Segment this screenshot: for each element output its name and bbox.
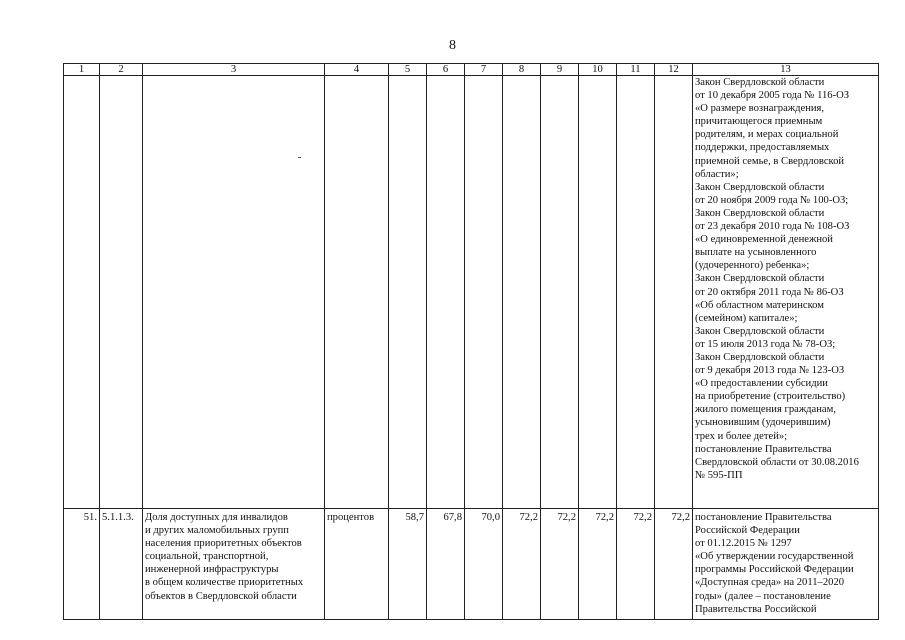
text-line: объектов в Свердловской области [145, 590, 297, 602]
text-line: Правительства Российской [695, 603, 817, 615]
header-cell: 13 [693, 64, 879, 76]
table-cell [64, 76, 100, 509]
scan-mark [298, 157, 301, 158]
header-cell: 9 [541, 64, 579, 76]
text-line: от 01.12.2015 № 1297 [695, 538, 792, 550]
table-cell [579, 76, 617, 509]
text-line: жилого помещения гражданам, [695, 404, 836, 416]
page-number: 8 [449, 38, 456, 53]
text-line: в общем количестве приоритетных [145, 577, 304, 589]
text-line: (удочеренного) ребенка»; [695, 260, 810, 272]
text-line: Закон Свердловской области [695, 325, 825, 337]
table-cell [100, 76, 143, 509]
text-line: «О предоставлении субсидии [695, 378, 828, 390]
table-cell [503, 76, 541, 509]
text-line: социальной, транспортной, [145, 551, 269, 563]
document-table [63, 63, 879, 620]
legal-basis-cell [693, 509, 879, 620]
text-line: годы» (далее – постановление [695, 590, 831, 602]
value-cell: 72,2 [655, 509, 693, 620]
header-cell: 2 [100, 64, 143, 76]
value-cell: 72,2 [617, 509, 655, 620]
text-line: от 20 октября 2011 года № 86-ОЗ [695, 286, 844, 298]
text-line: от 15 июля 2013 года № 78-ОЗ; [695, 338, 836, 350]
legal-basis-cell [693, 76, 879, 509]
text-line: усыновившим (удочерившим) [695, 417, 831, 429]
text-line: от 23 декабря 2010 года № 108-ОЗ [695, 221, 850, 233]
text-line: Закон Свердловской области [695, 207, 825, 219]
header-cell: 8 [503, 64, 541, 76]
header-cell: 7 [465, 64, 503, 76]
text-line: и других маломобильных групп [145, 525, 289, 537]
text-line: «Об областном материнском [695, 299, 824, 311]
table-cell [655, 76, 693, 509]
value-cell: 58,7 [389, 509, 427, 620]
table-cell [143, 76, 325, 509]
header-cell: 1 [64, 64, 100, 76]
table-cell [389, 76, 427, 509]
unit-cell: процентов [325, 509, 389, 620]
text-line: причитающегося приемным [695, 116, 823, 128]
header-cell: 6 [427, 64, 465, 76]
table-cell [325, 76, 389, 509]
text-line: постановление Правительства [695, 512, 832, 523]
text-line: приемной семье, в Свердловской [695, 155, 845, 167]
table-cell [427, 76, 465, 509]
text-line: Закон Свердловской области [695, 181, 825, 193]
text-line: Закон Свердловской области [695, 273, 825, 285]
row-number-cell: 51. [64, 509, 100, 620]
text-line: области»; [695, 168, 739, 180]
text-line: инженерной инфраструктуры [145, 564, 279, 576]
text-line: Российской Федерации [695, 525, 800, 537]
text-line: «Доступная среда» на 2011–2020 [695, 577, 845, 589]
header-cell: 4 [325, 64, 389, 76]
value-cell: 72,2 [579, 509, 617, 620]
text-line: Свердловской области от 30.08.2016 [695, 456, 859, 468]
header-cell: 5 [389, 64, 427, 76]
text-line: трех и более детей»; [695, 430, 788, 442]
text-line: программы Российской Федерации [695, 564, 854, 576]
code-cell: 5.1.1.3. [100, 509, 143, 620]
value-cell: 70,0 [465, 509, 503, 620]
text-line: «О единовременной денежной [695, 234, 833, 246]
text-line: «О размере вознаграждения, [695, 103, 825, 115]
text-line: от 20 ноября 2009 года № 100-ОЗ; [695, 194, 849, 206]
text-line: (семейном) капитале»; [695, 312, 798, 324]
header-cell: 3 [143, 64, 325, 76]
header-cell: 11 [617, 64, 655, 76]
value-cell: 72,2 [503, 509, 541, 620]
text-line: № 595-ПП [695, 469, 743, 481]
indicator-name-cell [143, 509, 325, 620]
text-line: от 10 декабря 2005 года № 116-ОЗ [695, 90, 850, 102]
text-line: постановление Правительства [695, 443, 832, 455]
text-line: поддержки, предоставляемых [695, 142, 830, 154]
text-line: «Об утверждении государственной [695, 551, 854, 563]
table-row [64, 76, 879, 509]
table-cell [541, 76, 579, 509]
value-cell: 72,2 [541, 509, 579, 620]
table-row [64, 509, 879, 620]
text-line: Доля доступных для инвалидов [145, 512, 288, 523]
text-line: родителям, и мерах социальной [695, 129, 839, 141]
value-cell: 67,8 [427, 509, 465, 620]
text-line: на приобретение (строительство) [695, 391, 846, 403]
header-row [64, 64, 879, 76]
text-line: Закон Свердловской области [695, 77, 825, 88]
text-line: населения приоритетных объектов [145, 538, 302, 550]
text-line: Закон Свердловской области [695, 351, 825, 363]
table-cell [465, 76, 503, 509]
text-line: выплате на усыновленного [695, 247, 817, 259]
table-cell [617, 76, 655, 509]
header-cell: 10 [579, 64, 617, 76]
text-line: от 9 декабря 2013 года № 123-ОЗ [695, 365, 845, 377]
header-cell: 12 [655, 64, 693, 76]
